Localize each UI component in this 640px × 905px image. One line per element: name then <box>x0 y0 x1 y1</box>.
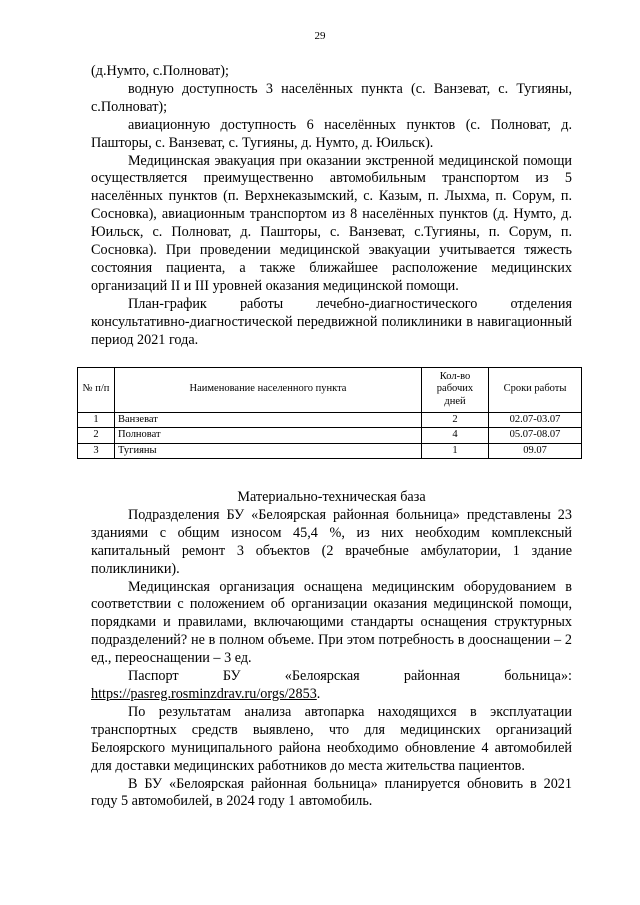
cell-dates: 02.07-03.07 <box>489 412 582 428</box>
cell-dates: 09.07 <box>489 443 582 459</box>
table-header-row <box>78 367 582 412</box>
cell-number: 1 <box>78 412 115 428</box>
paragraph-air-access: авиационную доступность 6 населённых пунктов (с. Полноват, д. Пашторы, с. Ванзеват, с. Тугияны, д. Нумто, д. Юильск). <box>91 116 572 151</box>
paragraph-water-access: водную доступность 3 населённых пункта (с. Ванзеват, с. Тугияны, с.Полноват); <box>91 80 572 115</box>
schedule-table <box>77 367 582 460</box>
table-row <box>78 443 582 459</box>
paragraph-schedule-title: План-график работы лечебно-диагностического отделения консультативно-диагностической передвижной поликлиники в навигационный период 2021 года. <box>91 295 572 348</box>
paragraph-vehicle-plan: В БУ «Белоярская районная больница» планируется обновить в 2021 году 5 автомобилей, в 2024 году 1 автомобиль. <box>91 775 572 810</box>
cell-workdays: 1 <box>422 443 489 459</box>
section-title: Материально-техническая база <box>237 489 426 505</box>
header-number: № п/п <box>78 367 115 412</box>
cell-settlement: Полноват <box>115 428 422 444</box>
paragraph-equipment: Медицинская организация оснащена медицинским оборудованием в соответствии с положением об организации оказания медицинской помощи, порядками и правилами, включающими стандарты оснащения структурных подразделений? не в полном объеме. При этом потребность в дооснащении – 2 ед., переоснащении – 3 ед. <box>91 578 572 667</box>
cell-number: 3 <box>78 443 115 459</box>
cell-settlement: Ванзеват <box>115 412 422 428</box>
cell-settlement: Тугияны <box>115 443 422 459</box>
paragraph-passport <box>91 668 572 704</box>
table-row <box>78 412 582 428</box>
page-number: 29 <box>314 30 326 42</box>
header-settlement: Наименование населенного пункта <box>115 367 422 412</box>
cell-workdays: 4 <box>422 428 489 444</box>
passport-link[interactable]: https://pasreg.rosminzdrav.ru/orgs/2853 <box>91 685 317 702</box>
paragraph-line: (д.Нумто, с.Полноват); <box>91 63 229 79</box>
table-row <box>78 428 582 444</box>
document-body <box>82 63 572 811</box>
cell-workdays: 2 <box>422 412 489 428</box>
paragraph-transport: По результатам анализа автопарка находящихся в эксплуатации транспортных средств выявлено, что для медицинских организаций Белоярского муниципального района необходимо обновление 4 автомобилей для доставки медицинских работников до места жительства пациентов. <box>91 703 572 774</box>
passport-end: . <box>316 685 321 702</box>
cell-number: 2 <box>78 428 115 444</box>
header-workdays: Кол-во рабочих дней <box>422 367 489 412</box>
header-dates: Сроки работы <box>489 367 582 412</box>
paragraph-evacuation: Медицинская эвакуация при оказании экстренной медицинской помощи осуществляется преимущественно автомобильным транспортом из 5 населённых пунктов (п. Верхнеказымский, с. Казым, п. Лыхма, п. Сорум, п. Сосновка), авиационным транспортом из 8 населённых пунктов (д. Нумто, д. Юильск, с. Полноват, д. Пашторы, с. Ванзеват, с.Тугияны, п. Сорум, п. Сосновка). При проведении медицинской эвакуации учитывается тяжесть состояния пациента, а также ближайшее расположение медицинских организаций II и III уровней оказания медицинской помощи. <box>91 152 572 294</box>
paragraph-subdivisions: Подразделения БУ «Белоярская районная больница» представлены 23 зданиями с общим износом 45,4 %, из них необходим комплексный капитальный ремонт 3 объектов (2 врачебные амбулатории, 1 здание поликлиники). <box>91 506 572 577</box>
cell-dates: 05.07-08.07 <box>489 428 582 444</box>
passport-label: Паспорт БУ «Белоярская районная больница»: <box>128 668 572 685</box>
